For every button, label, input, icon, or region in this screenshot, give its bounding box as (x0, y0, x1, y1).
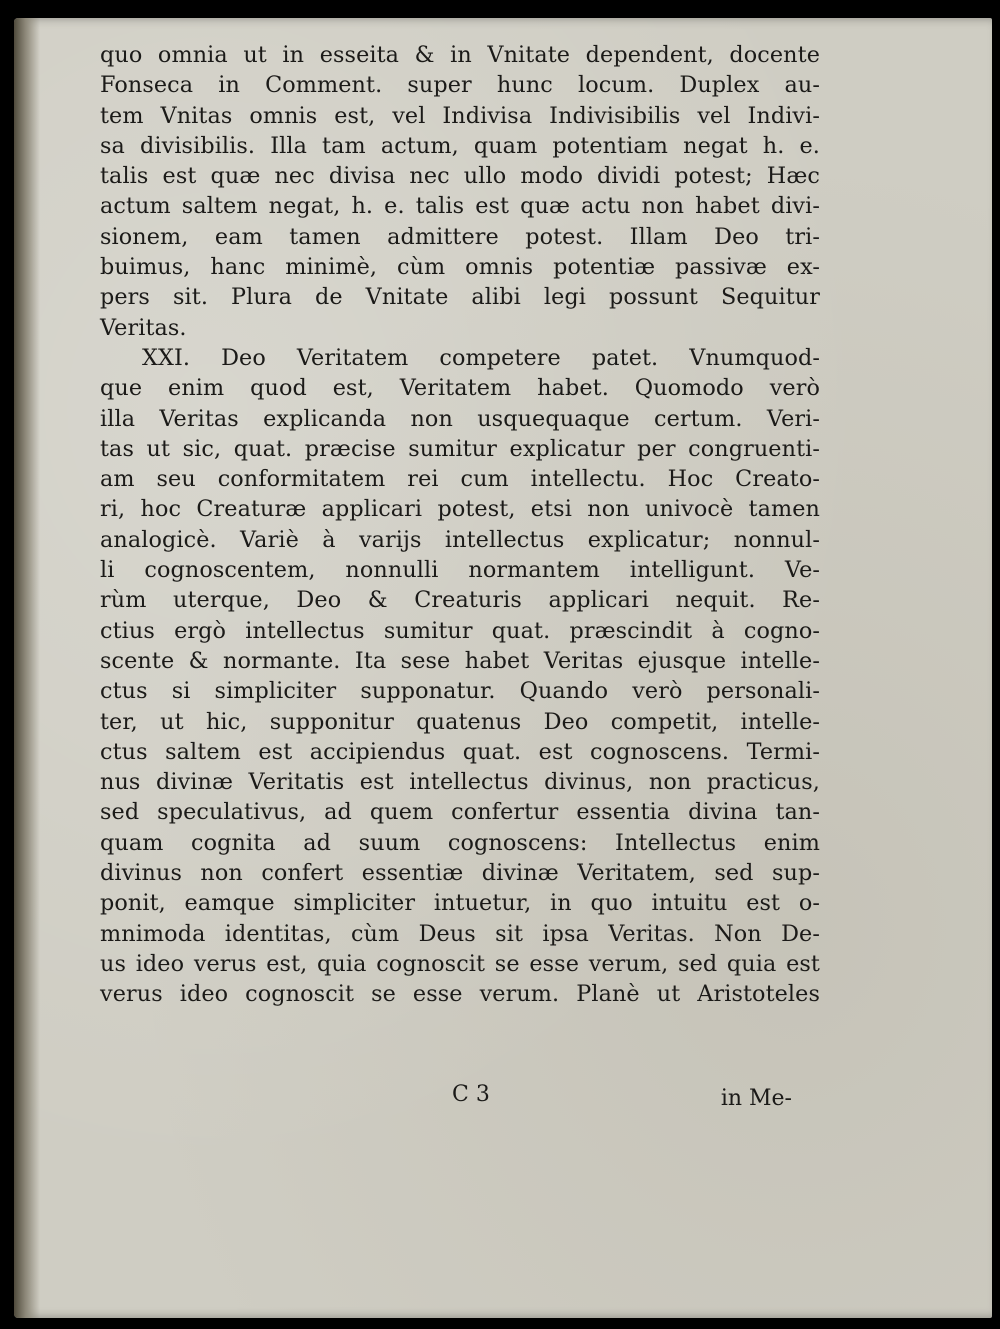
text-line: sionem, eam tamen admittere potest. Illam Deo tri- (100, 223, 820, 250)
text-line: analogicè. Variè à varijs intellectus explicatur; nonnul- (100, 526, 820, 553)
text-line: illa Veritas explicanda non usquequaque certum. Veri- (100, 405, 820, 432)
text-line: sed speculativus, ad quem confertur essentia divina tan- (100, 799, 820, 826)
text-line: li cognoscentem, nonnulli normantem intelligunt. Ve- (100, 557, 820, 584)
text-line: quo omnia ut in esseita & in Vnitate dependent, docente (100, 42, 820, 68)
text-line: ri, hoc Creaturæ applicari potest, etsi non univocè tamen (100, 496, 820, 523)
text-line: ter, ut hic, supponitur quatenus Deo competit, intelle- (100, 708, 820, 735)
text-line: ponit, eamque simpliciter intuetur, in quo intuitu est o- (100, 890, 820, 917)
text-line: scente & normante. Ita sese habet Veritas ejusque intelle- (100, 647, 820, 674)
text-line: mnimoda identitas, cùm Deus sit ipsa Veritas. Non De- (100, 920, 820, 947)
signature-mark: C 3 (452, 1082, 490, 1107)
text-line: divinus non confert essentiæ divinæ Veritatem, sed sup- (100, 860, 820, 887)
section-heading-line: XXI. Deo Veritatem competere patet. Vnumquod- (142, 344, 820, 371)
page-gutter (14, 18, 40, 1318)
text-line: pers sit. Plura de Vnitate alibi legi possunt Sequitur (100, 284, 820, 311)
text-line: sa divisibilis. Illa tam actum, quam potentiam negat h. e. (100, 132, 820, 159)
page-footer (100, 1082, 820, 1116)
text-line: actum saltem negat, h. e. talis est quæ actu non habet divi- (100, 193, 820, 220)
text-line: ctus si simpliciter supponatur. Quando verò personali- (100, 678, 820, 705)
text-line: tem Vnitas omnis est, vel Indivisa Indivisibilis vel Indivi- (100, 102, 820, 129)
text-line: quam cognita ad suum cognoscens: Intellectus enim (100, 829, 820, 856)
body-text (100, 40, 820, 1010)
text-line: rùm uterque, Deo & Creaturis applicari nequit. Re- (100, 587, 820, 614)
text-line: tas ut sic, quat. præcise sumitur explicatur per congruenti- (100, 435, 820, 462)
text-line: que enim quod est, Veritatem habet. Quomodo verò (100, 375, 820, 402)
text-line: Fonseca in Comment. super hunc locum. Duplex au- (100, 72, 820, 99)
text-line: talis est quæ nec divisa nec ullo modo dividi potest; Hæc (100, 163, 820, 190)
text-line: Veritas. (100, 314, 187, 341)
text-line: nus divinæ Veritatis est intellectus divinus, non practicus, (100, 769, 820, 796)
text-line: verus ideo cognoscit se esse verum. Planè ut Aristoteles (100, 981, 820, 1008)
text-line: us ideo verus est, quia cognoscit se esse verum, sed quia est (100, 950, 820, 977)
text-line: buimus, hanc minimè, cùm omnis potentiæ passivæ ex- (100, 254, 820, 281)
text-line: am seu conformitatem rei cum intellectu. Hoc Creato- (100, 466, 820, 493)
text-line: ctus saltem est accipiendus quat. est cognoscens. Termi- (100, 738, 820, 765)
text-line: ctius ergò intellectus sumitur quat. præscindit à cogno- (100, 617, 820, 644)
catchword: in Me- (720, 1086, 792, 1111)
